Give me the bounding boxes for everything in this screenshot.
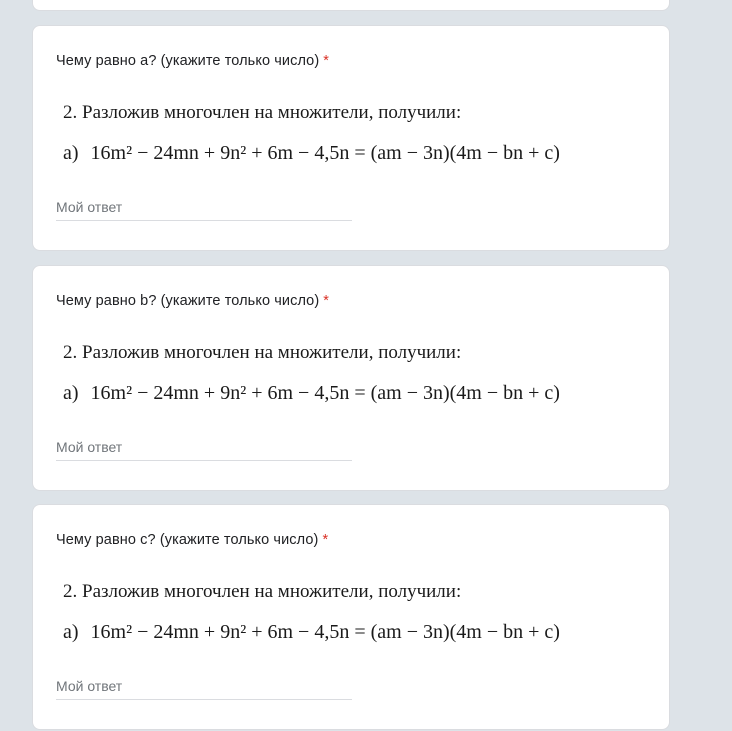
question-text: Чему равно с? (укажите только число): [56, 532, 319, 548]
question-card-c: [32, 504, 670, 730]
problem-title: 2. Разложив многочлен на множители, получили:: [63, 581, 462, 602]
answer-input[interactable]: [56, 196, 352, 218]
question-text: Чему равно b? (укажите только число): [56, 293, 320, 309]
question-title: [56, 53, 329, 69]
formula: 16m² − 24mn + 9n² + 6m − 4,5n = (am − 3n)(4m − bn + c): [90, 142, 560, 164]
formula: 16m² − 24mn + 9n² + 6m − 4,5n = (am − 3n)(4m − bn + c): [90, 382, 560, 404]
answer-field[interactable]: [56, 436, 352, 461]
answer-field[interactable]: [56, 196, 352, 221]
answer-input[interactable]: [56, 436, 352, 458]
question-title: [56, 293, 329, 309]
formula-line: [63, 382, 560, 405]
problem-title: 2. Разложив многочлен на множители, получили:: [63, 342, 462, 363]
problem-title: 2. Разложив многочлен на множители, получили:: [63, 102, 462, 123]
formula-line: [63, 142, 560, 165]
required-asterisk: *: [323, 53, 330, 69]
item-label: а): [63, 621, 79, 643]
formula-line: [63, 621, 560, 644]
question-card-a: [32, 25, 670, 251]
formula: 16m² − 24mn + 9n² + 6m − 4,5n = (am − 3n)(4m − bn + c): [90, 621, 560, 643]
answer-field[interactable]: [56, 675, 352, 700]
item-label: а): [63, 382, 79, 404]
answer-input[interactable]: [56, 675, 352, 697]
question-card-b: [32, 265, 670, 491]
item-label: а): [63, 142, 79, 164]
required-asterisk: *: [322, 532, 329, 548]
question-title: [56, 532, 328, 548]
previous-question-card: [32, 0, 670, 11]
question-text: Чему равно а? (укажите только число): [56, 53, 320, 69]
required-asterisk: *: [323, 293, 330, 309]
